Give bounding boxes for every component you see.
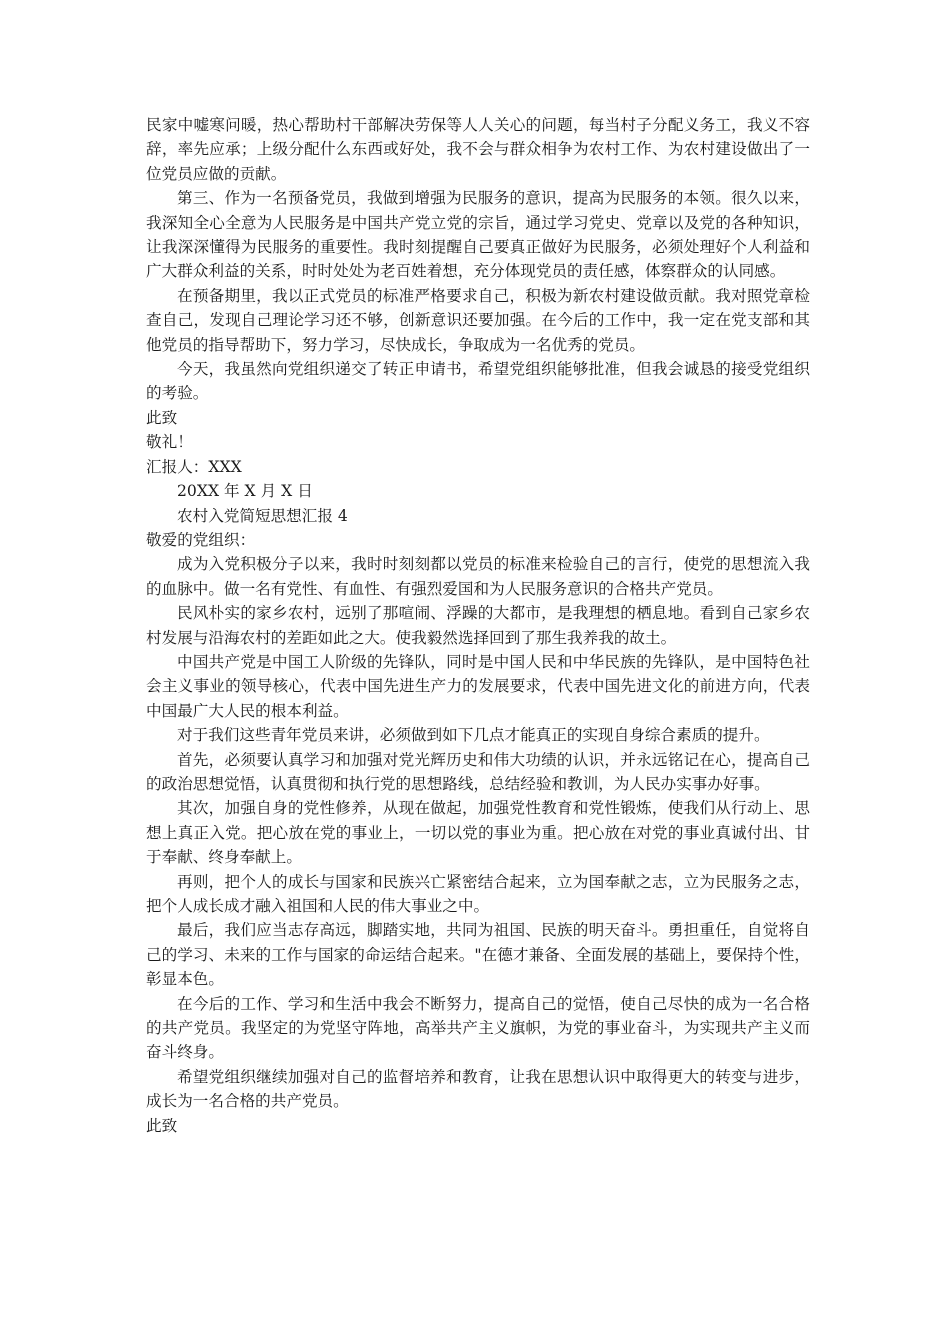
paragraph: 其次，加强自身的党性修养，从现在做起，加强党性教育和党性锻炼，使我们从行动上、思想上真正入党。把心放在党的事业上，一切以党的事业为重。把心放在对党的事业真诚付出、甘于奉献、终身奉献上。: [146, 799, 810, 867]
paragraph: 民家中嘘寒问暖，热心帮助村干部解决劳保等人人关心的问题，每当村子分配义务工，我义不容辞，率先应承；上级分配什么东西或好处，我不会与群众相争为农村工作、为农村建设做出了一位党员应做的贡献。: [146, 116, 810, 183]
paragraph: 民风朴实的家乡农村，远别了那喧闹、浮躁的大都市，是我理想的栖息地。看到自己家乡农村发展与沿海农村的差距如此之大。使我毅然选择回到了那生我养我的故土。: [146, 604, 810, 647]
report-date: 20XX 年 X 月 X 日: [177, 482, 313, 501]
closing-salutation: 此致: [146, 1116, 178, 1135]
paragraph: 第三、作为一名预备党员，我做到增强为民服务的意识，提高为民服务的本领。很久以来，我深知全心全意为人民服务是中国共产党立党的宗旨，通过学习党史、党章以及党的各种知识，让我深深懂得为民服务的重要性。我时刻提醒自己要真正做好为民服务，必须处理好个人利益和广大群众利益的关系，时时处处为老百姓着想，充分体现党员的责任感，体察群众的认同感。: [146, 189, 810, 281]
paragraph: 首先，必须要认真学习和加强对党光辉历史和伟大功绩的认识，并永远铭记在心，提高自己的政治思想觉悟，认真贯彻和执行党的思想路线，总结经验和教训，为人民办实事办好事。: [146, 750, 810, 793]
section-title: 农村入党简短思想汇报 4: [177, 506, 348, 525]
paragraph: 今天，我虽然向党组织递交了转正申请书，希望党组织能够批准，但我会诚恳的接受党组织的考验。: [146, 360, 810, 403]
paragraph: 在今后的工作、学习和生活中我会不断努力，提高自己的觉悟，使自己尽快的成为一名合格的共产党员。我坚定的为党坚守阵地，高举共产主义旗帜，为党的事业奋斗，为实现共产主义而奋斗终身。: [146, 994, 810, 1062]
closing-salutation: 此致: [146, 408, 178, 427]
closing-regards: 敬礼！: [146, 433, 193, 452]
paragraph: 在预备期里，我以正式党员的标准严格要求自己，积极为新农村建设做贡献。我对照党章检查自己，发现自己理论学习还不够，创新意识还要加强。在今后的工作中，我一定在党支部和其他党员的指导帮助下，努力学习，尽快成长，争取成为一名优秀的党员。: [146, 286, 810, 354]
paragraph: 最后，我们应当志存高远，脚踏实地，共同为祖国、民族的明天奋斗。勇担重任，自觉将自己的学习、未来的工作与国家的命运结合起来。"在德才兼备、全面发展的基础上，要保持个性，彰显本色。: [146, 921, 810, 989]
paragraph: 中国共产党是中国工人阶级的先锋队，同时是中国人民和中华民族的先锋队，是中国特色社会主义事业的领导核心，代表中国先进生产力的发展要求，代表中国先进文化的前进方向，代表中国最广大人民的根本利益。: [146, 652, 810, 720]
greeting: 敬爱的党组织：: [146, 530, 256, 549]
document-page: [146, 113, 810, 1138]
reporter-signature: 汇报人：XXX: [146, 457, 242, 476]
paragraph: 再则，把个人的成长与国家和民族兴亡紧密结合起来，立为国奉献之志，立为民服务之志，把个人成长成才融入祖国和人民的伟大事业之中。: [146, 872, 810, 915]
paragraph: 成为入党积极分子以来，我时时刻刻都以党员的标准来检验自己的言行，使党的思想流入我的血脉中。做一名有党性、有血性、有强烈爱国和为人民服务意识的合格共产党员。: [146, 555, 810, 598]
paragraph: 希望党组织继续加强对自己的监督培养和教育，让我在思想认识中取得更大的转变与进步，成长为一名合格的共产党员。: [146, 1067, 810, 1111]
paragraph: 对于我们这些青年党员来讲，必须做到如下几点才能真正的实现自身综合素质的提升。: [177, 726, 770, 745]
